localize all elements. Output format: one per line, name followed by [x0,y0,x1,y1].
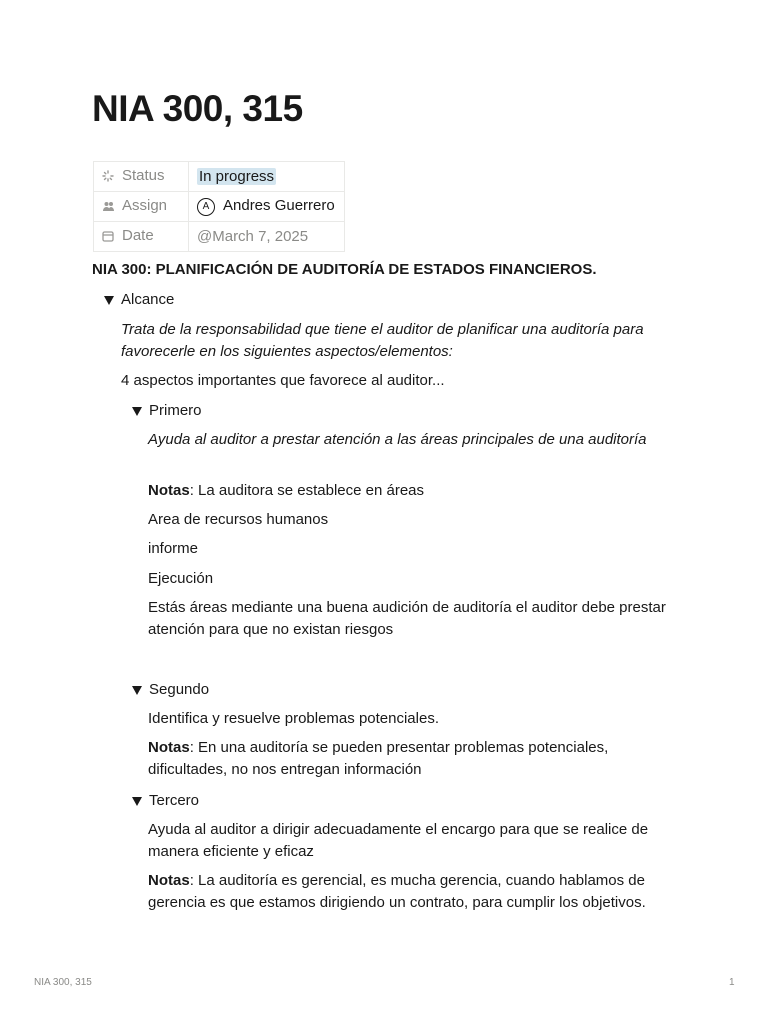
alcance-summary: 4 aspectos importantes que favorece al auditor... [121,372,445,389]
status-value-cell[interactable] [189,162,345,192]
toggle-triangle-icon[interactable] [132,797,142,806]
notes-label: Notas [148,872,190,889]
loading-icon [102,169,116,186]
people-icon [102,199,116,216]
date-value-cell[interactable] [189,222,345,252]
alcance-intro: Trata de la responsabilidad que tiene el auditor de planificar una auditoría para favorecerle en los siguientes aspectos/elementos: [121,321,644,360]
toggle-alcance[interactable] [104,289,174,311]
footer-title: NIA 300, 315 [34,977,92,988]
toggle-triangle-icon[interactable] [132,686,142,695]
toggle-label: Primero [149,402,202,419]
toggle-primero[interactable] [132,400,202,422]
assign-label: Assign [122,197,168,214]
notes-text: : En una auditoría se pueden presentar problemas potenciales, dificultades, no nos entregan información [148,739,609,778]
segundo-notes [148,737,683,781]
property-row-status [94,162,345,192]
toggle-triangle-icon[interactable] [132,407,142,416]
primero-notes [148,480,683,502]
primero-item: Ejecución [148,570,214,587]
toggle-label: Segundo [149,681,210,698]
toggle-label: Alcance [121,291,175,308]
section-heading: NIA 300: PLANIFICACIÓN DE AUDITORÍA DE ESTADOS FINANCIEROS. [92,261,597,278]
toggle-segundo[interactable] [132,679,209,701]
avatar: A [197,198,215,216]
toggle-label: Tercero [149,792,200,809]
assignee-name[interactable]: Andres Guerrero [223,197,335,214]
tercero-notes [148,870,683,914]
toggle-tercero[interactable] [132,790,199,812]
notes-label: Notas [148,482,190,499]
calendar-icon [102,229,116,246]
notes-label: Notas [148,739,190,756]
tercero-description: Ayuda al auditor a dirigir adecuadamente el encargo para que se realice de manera eficiente y eficaz [148,821,649,860]
notes-text: : La auditoría es gerencial, es mucha gerencia, cuando hablamos de gerencia es que estamos dirigiendo un contrato, para cumplir los objetivos. [148,872,646,911]
property-row-assign [94,192,345,222]
page-title: NIA 300, 315 [92,88,303,129]
assign-value-cell[interactable] [189,192,345,222]
date-label: Date [122,227,154,244]
primero-item: Area de recursos humanos [148,511,329,528]
notes-text: : La auditora se establece en áreas [189,482,425,499]
page-number: 1 [729,977,735,988]
status-badge[interactable]: In progress [199,168,275,185]
primero-closing: Estás áreas mediante una buena audición de auditoría el auditor debe prestar atención para que no existan riesgos [148,599,666,638]
status-label: Status [122,167,165,184]
primero-description: Ayuda al auditor a prestar atención a las áreas principales de una auditoría [148,431,647,448]
segundo-description: Identifica y resuelve problemas potenciales. [148,710,439,727]
primero-item: informe [148,540,199,557]
toggle-triangle-icon[interactable] [104,296,114,305]
property-row-date [94,222,345,252]
properties-table [93,161,345,252]
date-value[interactable]: @March 7, 2025 [197,228,309,245]
